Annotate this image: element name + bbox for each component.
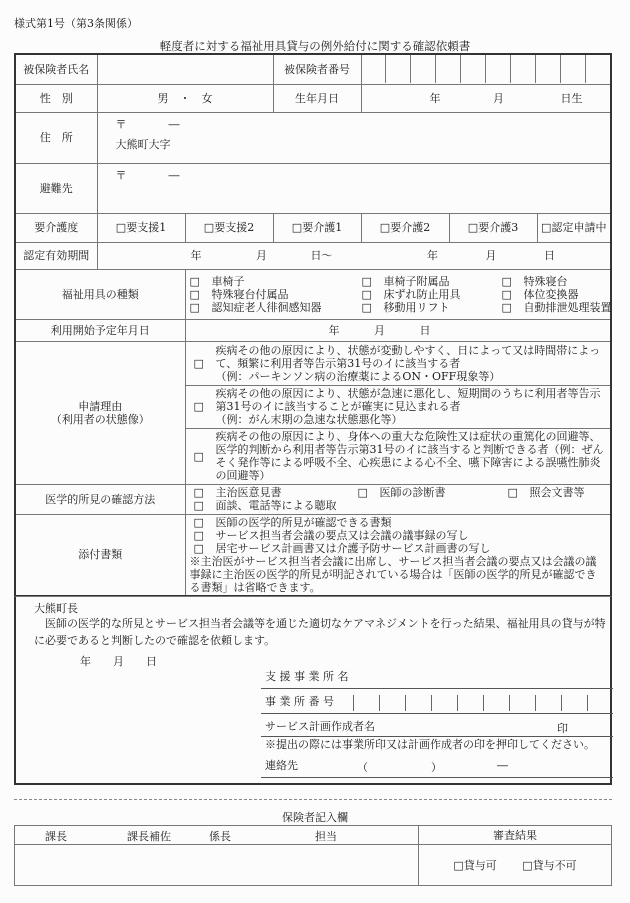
birthdate-field[interactable] (361, 84, 611, 112)
digit-box[interactable] (535, 695, 561, 711)
address-prefix: 大熊町大字 (115, 137, 171, 151)
application-form-table (14, 53, 612, 597)
approver-column: 課長補佐 (127, 830, 171, 843)
equipment-types-label: 福祉用具の種類 (15, 269, 185, 319)
attachments-field (185, 514, 611, 596)
birthdate-year: 年 (429, 91, 441, 105)
planner-field[interactable] (261, 718, 613, 737)
digit-box[interactable] (457, 695, 483, 711)
digit-box[interactable] (379, 695, 405, 711)
evacuation-label: 避難先 (15, 163, 97, 213)
start-date-label: 利用開始予定年月日 (15, 319, 185, 341)
digit-box[interactable] (435, 55, 460, 83)
digit-box[interactable] (410, 55, 435, 83)
approver-column: 課長 (45, 830, 67, 843)
insured-number-label: 被保険者番号 (273, 54, 361, 84)
care-level-label: 要介護度 (15, 213, 97, 242)
birthdate-label: 生年月日 (273, 84, 361, 112)
birthdate-day: 日生 (560, 91, 583, 105)
approver-column: 担当 (315, 830, 337, 843)
equipment-option[interactable]: □ 車椅子附属品 (362, 275, 502, 288)
medical-confirm-label: 医学的所見の確認方法 (15, 484, 185, 514)
digit-box[interactable] (587, 695, 613, 711)
equipment-option[interactable]: □特殊寝台付属品 (190, 288, 362, 301)
request-date[interactable]: 年 月 日 (80, 655, 157, 668)
cert-period-field[interactable]: 年 月 日～ 年 月 日 (97, 242, 611, 269)
office-number-field[interactable] (261, 693, 613, 714)
insured-name-field[interactable] (97, 54, 273, 84)
insurer-section-title: 保険者記入欄 (282, 811, 348, 824)
medical-confirm-option[interactable]: □ 照会文書等 (508, 486, 585, 499)
care-level-option[interactable]: □ 要支援1 (97, 213, 185, 242)
reason-option[interactable]: □ 疾病その他の原因により、身体への重大な危険性又は症状の重篤化の回避等、医学的判断から利用者等告示第31号のイに該当すると判断できる者（例：ぜんそく発作等による呼吸不全、心疾患による心不全、嚥下障害による誤嚥性肺炎の回避等） (185, 428, 611, 484)
digit-box[interactable] (362, 55, 386, 83)
insured-number-field[interactable] (361, 54, 611, 84)
approval-stamps-area[interactable] (15, 845, 419, 886)
equipment-option[interactable]: □ 移動用リフト (362, 301, 502, 314)
attachments-label: 添付書類 (15, 514, 185, 596)
attachments-note: ※主治医がサービス担当者会議に出席し、サービス担当者会議の要点又は会議の議事録に主治医の医学的所見が明記されている場合は「医師の医学的所見が確認できる書類」は省略できます。 (189, 554, 597, 594)
equipment-option[interactable]: □ 体位変換器 (502, 288, 612, 301)
seal-note: ※提出の際には事業所印又は計画作成者の印を押印してください。 (265, 738, 595, 751)
digit-box[interactable] (561, 695, 587, 711)
equipment-option[interactable]: □ 特殊寝台 (502, 275, 612, 288)
medical-confirm-option[interactable]: □ 医師の診断書 (358, 486, 508, 499)
planner-label: サービス計画作成者名 (265, 720, 375, 733)
digit-box[interactable] (585, 55, 610, 83)
form-number: 様式第1号（第3条関係） (14, 17, 138, 30)
care-level-option[interactable]: □ 認定申請中 (537, 213, 611, 242)
equipment-option[interactable]: □認知症老人徘徊感知器 (190, 301, 362, 314)
approval-headers (15, 826, 419, 845)
care-level-option[interactable]: □ 要介護1 (273, 213, 361, 242)
review-result-label: 審査結果 (419, 826, 612, 845)
office-name-field[interactable] (261, 668, 613, 689)
equipment-option[interactable]: □車椅子 (190, 275, 362, 288)
care-level-option[interactable]: □ 要介護3 (449, 213, 537, 242)
digit-box[interactable] (560, 55, 585, 83)
medical-confirm-field (185, 484, 611, 514)
approver-column: 係長 (209, 830, 231, 843)
request-section (14, 596, 612, 785)
medical-confirm-option[interactable]: □ 主治医意見書 (194, 486, 358, 499)
postal-mark: 〒 (115, 117, 127, 131)
equipment-option[interactable]: □ 床ずれ防止用具 (362, 288, 502, 301)
digit-box[interactable] (353, 695, 379, 711)
office-number-label: 事 業 所 番 号 (265, 695, 334, 708)
document-title: 軽度者に対する福祉用具貸与の例外給付に関する確認依頼書 (159, 39, 471, 53)
medical-confirm-option[interactable]: □面談、電話等による聴取 (194, 499, 607, 512)
reason-option[interactable]: □ 疾病その他の原因により、状態が変動しやすく、日によって又は時間帯によって、頻繁に利用者等告示第31号のイに該当する者 （例：パーキンソン病の治療薬によるON・OFF現象等） (185, 341, 611, 385)
digit-box[interactable] (460, 55, 485, 83)
office-name-label: 支 援 事 業 所 名 (265, 670, 349, 683)
addressee: 大熊町長 (34, 602, 78, 615)
care-level-option[interactable]: □ 要介護2 (361, 213, 449, 242)
evacuation-field[interactable] (97, 163, 611, 213)
reason-label: 申請理由 （利用者の状態像） (15, 341, 185, 484)
insurer-table (14, 825, 612, 886)
attachment-option[interactable]: □居宅サービス計画書又は介護予防サービス計画書の写し (190, 542, 607, 555)
digit-box[interactable] (485, 55, 510, 83)
digit-box[interactable] (483, 695, 509, 711)
digit-box[interactable] (405, 695, 431, 711)
start-date-field[interactable]: 年 月 日 (185, 319, 611, 341)
digit-box[interactable] (535, 55, 560, 83)
review-result-options (419, 845, 612, 886)
cert-period-label: 認定有効期間 (15, 242, 97, 269)
request-body: 医師の医学的な所見とサービス担当者会議等を通じた適切なケアマネジメントを行った結果、福祉用具の貸与が特に必要であると判断したので確認を依頼します。 (34, 617, 606, 647)
address-field[interactable] (97, 112, 611, 163)
attachment-option[interactable]: □サービス担当者会議の要点又は会議の議事録の写し (190, 529, 607, 542)
seal-mark: 印 (557, 722, 568, 735)
care-level-option[interactable]: □ 要支援2 (185, 213, 273, 242)
equipment-option[interactable]: □ 自動排泄処理装置 (502, 301, 612, 314)
digit-box[interactable] (509, 695, 535, 711)
birthdate-month: 月 (493, 91, 504, 105)
postal-mark: 〒 (115, 168, 127, 182)
postal-dash: ― (168, 168, 180, 182)
gender-label: 性 別 (15, 84, 97, 112)
postal-dash: ― (168, 117, 180, 131)
review-option-approve[interactable]: □ 貸与可 (453, 859, 496, 872)
equipment-types-field (185, 269, 611, 319)
contact-label: 連絡先 (265, 759, 298, 772)
digit-box[interactable] (385, 55, 410, 83)
digit-box[interactable] (510, 55, 535, 83)
reason-option[interactable]: □ 疾病その他の原因により、状態が急速に悪化し、短期間のうちに利用者等告示第31号のイに該当することが確実に見込まれる者 （例：がん末期の急速な状態悪化等） (185, 385, 611, 428)
contact-field[interactable]: 連絡先 （ ） ― (261, 757, 613, 778)
gender-options[interactable]: 男 ・ 女 (97, 84, 273, 112)
attachment-option[interactable]: □医師の医学的所見が確認できる書類 (190, 516, 607, 529)
address-label: 住 所 (15, 112, 97, 163)
review-option-reject[interactable]: □ 貸与不可 (500, 859, 576, 872)
digit-box[interactable] (431, 695, 457, 711)
cut-line (14, 799, 612, 800)
insured-name-label: 被保険者氏名 (15, 54, 97, 84)
